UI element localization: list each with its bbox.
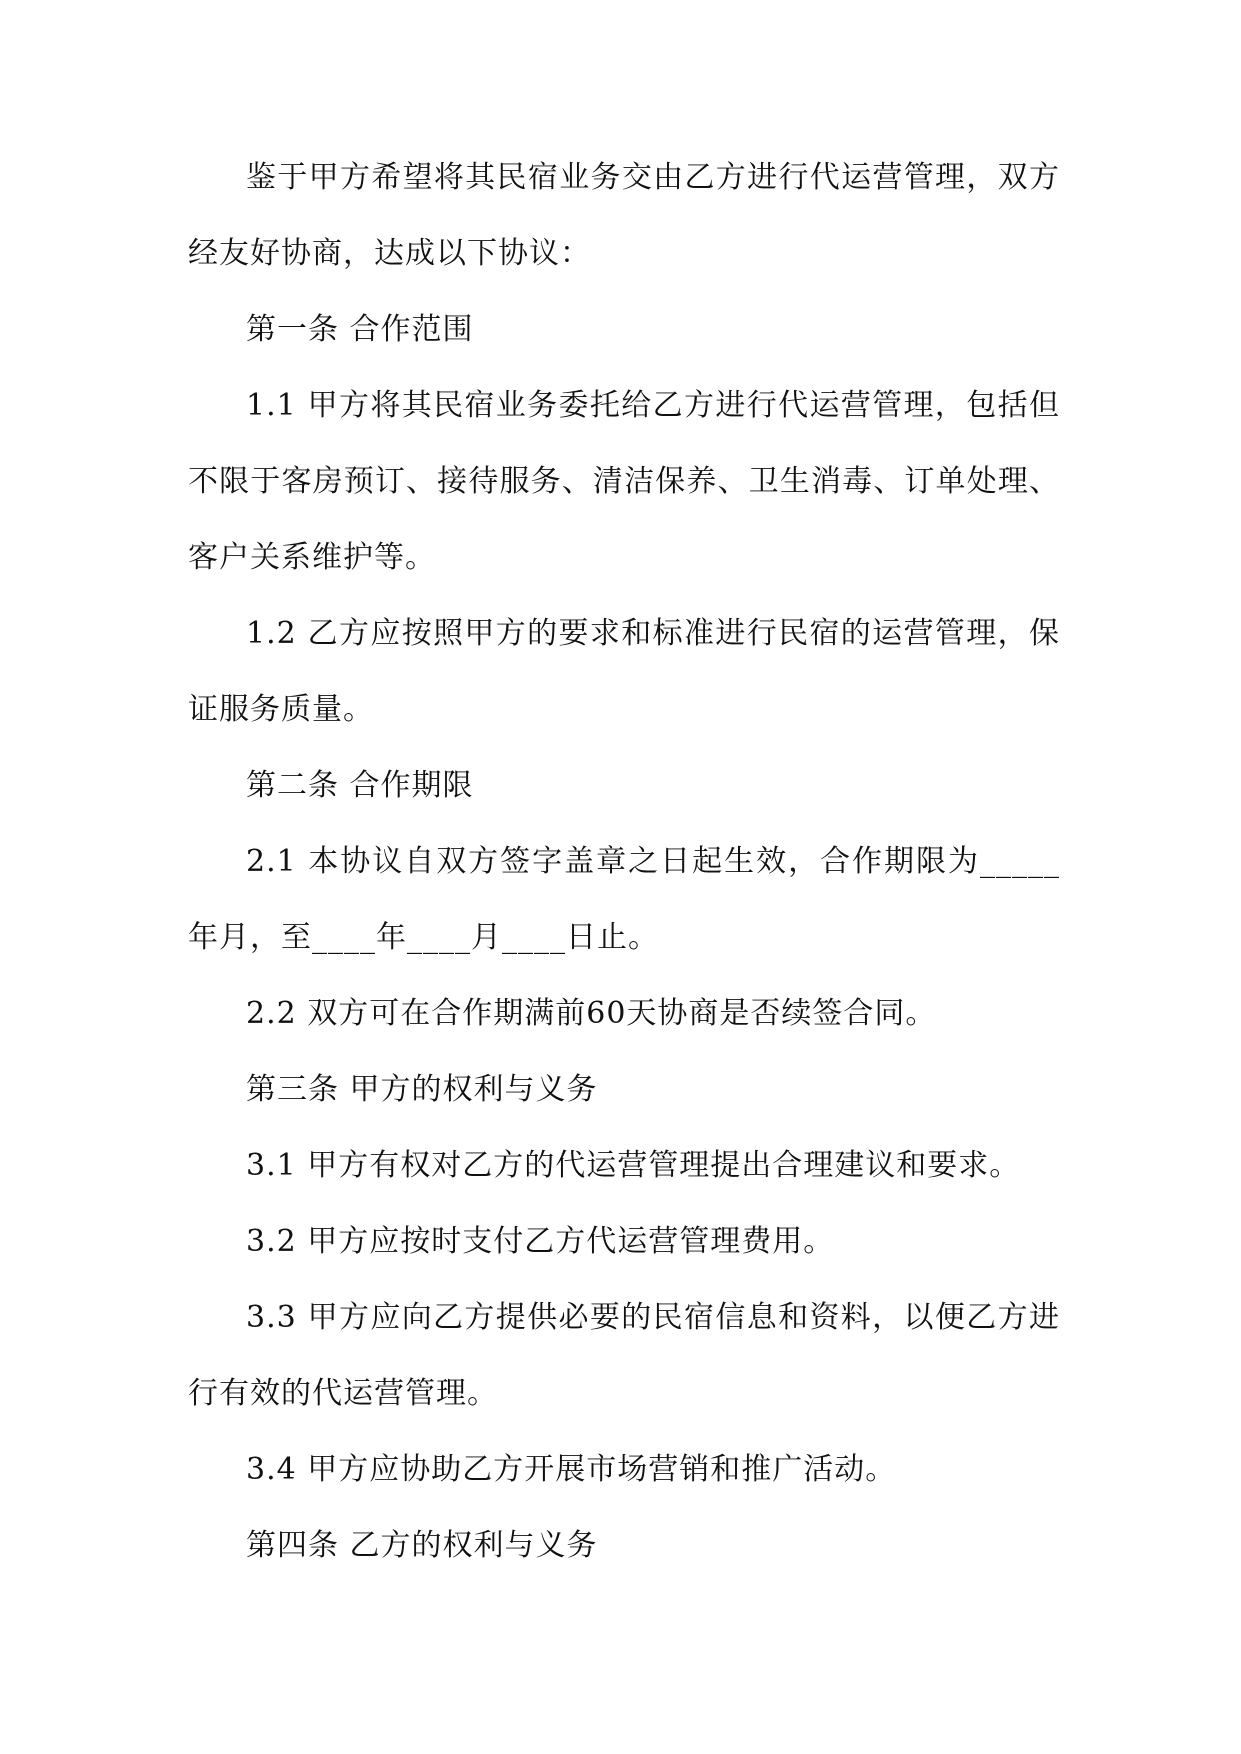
clause-2-1: 2.1 本协议自双方签字盖章之日起生效，合作期限为_____年月，至____年____月____日止。 xyxy=(188,844,1060,955)
article-1-heading: 第一条 合作范围 xyxy=(246,312,474,347)
document-body xyxy=(188,140,1060,1584)
clause-1-1: 1.1 甲方将其民宿业务委托给乙方进行代运营管理，包括但不限于客房预订、接待服务、清洁保养、卫生消毒、订单处理、客户关系维护等。 xyxy=(188,388,1060,575)
clause-2-2: 2.2 双方可在合作期满前60天协商是否续签合同。 xyxy=(246,996,937,1031)
article-2-heading: 第二条 合作期限 xyxy=(246,768,474,803)
article-4-heading: 第四条 乙方的权利与义务 xyxy=(246,1528,598,1563)
clause-3-1: 3.1 甲方有权对乙方的代运营管理提出合理建议和要求。 xyxy=(246,1148,1021,1183)
clause-3-3: 3.3 甲方应向乙方提供必要的民宿信息和资料，以便乙方进行有效的代运营管理。 xyxy=(188,1300,1060,1411)
intro-paragraph: 鉴于甲方希望将其民宿业务交由乙方进行代运营管理，双方经友好协商，达成以下协议： xyxy=(188,160,1060,271)
article-3-heading: 第三条 甲方的权利与义务 xyxy=(246,1072,598,1107)
clause-3-4: 3.4 甲方应协助乙方开展市场营销和推广活动。 xyxy=(246,1452,897,1487)
clause-3-2: 3.2 甲方应按时支付乙方代运营管理费用。 xyxy=(246,1224,835,1259)
clause-1-2: 1.2 乙方应按照甲方的要求和标准进行民宿的运营管理，保证服务质量。 xyxy=(188,616,1060,727)
